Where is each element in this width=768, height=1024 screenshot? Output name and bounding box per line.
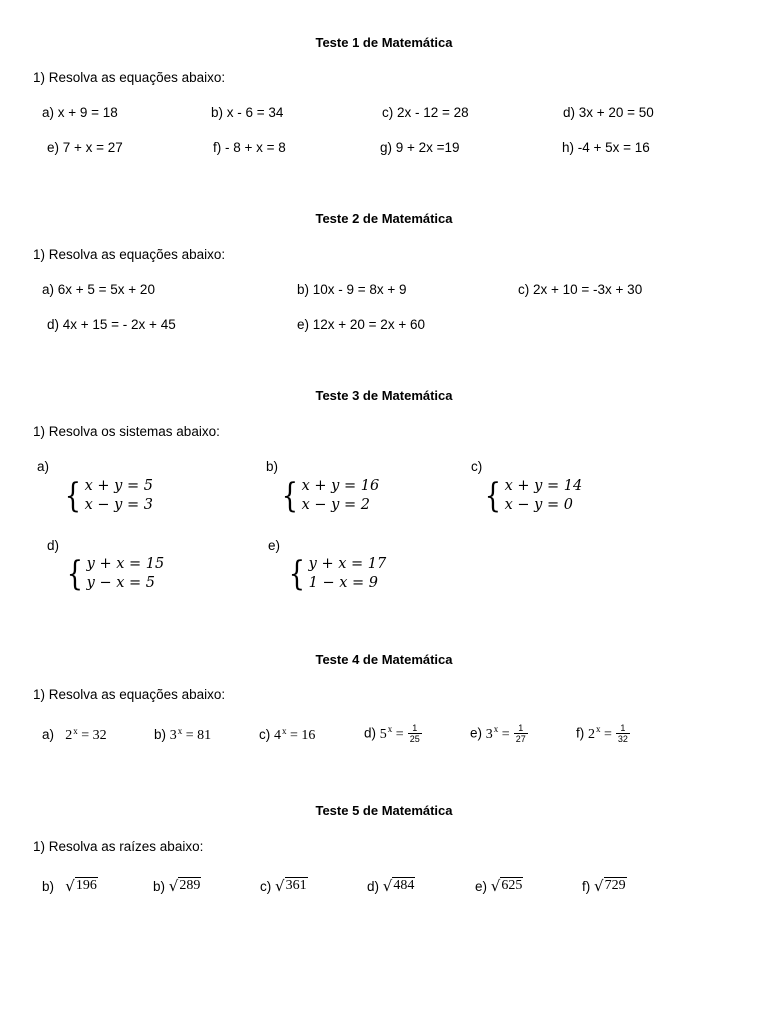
system-a (62, 477, 153, 515)
sqrt-icon: √ (65, 877, 75, 896)
fraction: $\frac{1}{25}$ (409, 723, 420, 744)
brace-icon: { (288, 554, 305, 594)
teste5-item-5: e) √ 625 (475, 877, 523, 896)
teste4-item-c: c) 4 $^x$ = 16 (259, 725, 316, 743)
system-e-label: e) (268, 538, 281, 553)
teste4-item-d: d) 5 $^x$ = $\frac{1}{25}$ (364, 723, 420, 744)
sqrt-icon: √ (382, 877, 393, 896)
teste4-item-e: e) 3 $^x$ = $\frac{1}{27}$ (470, 723, 526, 744)
teste4-item-b: b) 3 $^x$ = 81 (154, 725, 212, 743)
teste1-item-h: h) -4 + 5x = 16 (562, 140, 650, 155)
system-c (482, 477, 582, 515)
system-b-label: b) (266, 459, 279, 474)
brace-icon: { (66, 554, 83, 594)
fraction: $\frac{1}{27}$ (515, 723, 526, 744)
teste1-item-g: g) 9 + 2x =19 (380, 140, 460, 155)
system-b (279, 477, 379, 515)
system-c-eq2: x − y = 0 (504, 497, 573, 513)
teste2-item-c: c) 2x + 10 = -3x + 30 (518, 282, 643, 297)
teste2-item-a: a) 6x + 5 = 5x + 20 (42, 282, 155, 297)
brace-icon: { (281, 476, 298, 516)
teste1-title: Teste 1 de Matemática (315, 35, 453, 50)
system-b-eq2: x − y = 2 (301, 497, 370, 513)
teste1-item-a: a) x + 9 = 18 (42, 105, 118, 120)
system-e-eq2: 1 − x = 9 (308, 575, 379, 591)
sqrt-icon: √ (594, 877, 604, 896)
teste2-item-e: e) 12x + 20 = 2x + 60 (297, 317, 425, 332)
teste2-item-b: b) 10x - 9 = 8x + 9 (297, 282, 407, 297)
teste1-item-c: c) 2x - 12 = 28 (382, 105, 469, 120)
teste4-item-a: a) 2 $^x$ = 32 (42, 725, 107, 743)
sqrt-icon: √ (275, 877, 285, 896)
teste5-item-6: f) √ 729 (582, 877, 626, 896)
teste1-item-e: e) 7 + x = 27 (47, 140, 123, 155)
brace-icon: { (484, 476, 501, 516)
system-b-eq1: x + y = 16 (301, 478, 380, 494)
teste5-item-4: d) √ 484 (367, 877, 415, 896)
teste4-title: Teste 4 de Matemática (315, 652, 453, 667)
teste4-question: 1) Resolva as equações abaixo: (33, 687, 226, 702)
system-d-label: d) (47, 538, 60, 553)
teste4-item-f: f) 2 $^x$ = $\frac{1}{32}$ (576, 723, 628, 744)
sqrt-icon: √ (490, 877, 501, 896)
teste3-question: 1) Resolva os sistemas abaixo: (33, 424, 220, 439)
teste2-item-d: d) 4x + 15 = - 2x + 45 (47, 317, 176, 332)
system-d-eq2: y − x = 5 (86, 575, 155, 591)
teste1-item-b: b) x - 6 = 34 (211, 105, 284, 120)
system-d-eq1: y + x = 15 (86, 556, 165, 572)
system-c-label: c) (471, 459, 483, 474)
system-c-eq1: x + y = 14 (504, 478, 583, 494)
teste5-item-1: b) √ 196 (42, 877, 97, 896)
teste5-title: Teste 5 de Matemática (315, 803, 453, 818)
fraction: $\frac{1}{32}$ (617, 723, 628, 744)
teste5-item-3: c) √ 361 (260, 877, 307, 896)
brace-icon: { (64, 476, 81, 516)
system-a-eq2: x − y = 3 (84, 497, 153, 513)
teste1-item-f: f) - 8 + x = 8 (213, 140, 286, 155)
system-e (286, 555, 386, 593)
teste1-question: 1) Resolva as equações abaixo: (33, 70, 226, 85)
system-a-eq1: x + y = 5 (84, 478, 153, 494)
teste5-item-2: b) √ 289 (153, 877, 201, 896)
sqrt-icon: √ (168, 877, 179, 896)
teste1-item-d: d) 3x + 20 = 50 (563, 105, 654, 120)
teste2-title: Teste 2 de Matemática (315, 211, 453, 226)
system-a-label: a) (37, 459, 50, 474)
system-d (64, 555, 164, 593)
system-e-eq1: y + x = 17 (308, 556, 387, 572)
teste2-question: 1) Resolva as equações abaixo: (33, 247, 226, 262)
teste5-question: 1) Resolva as raízes abaixo: (33, 839, 204, 854)
teste3-title: Teste 3 de Matemática (315, 388, 453, 403)
